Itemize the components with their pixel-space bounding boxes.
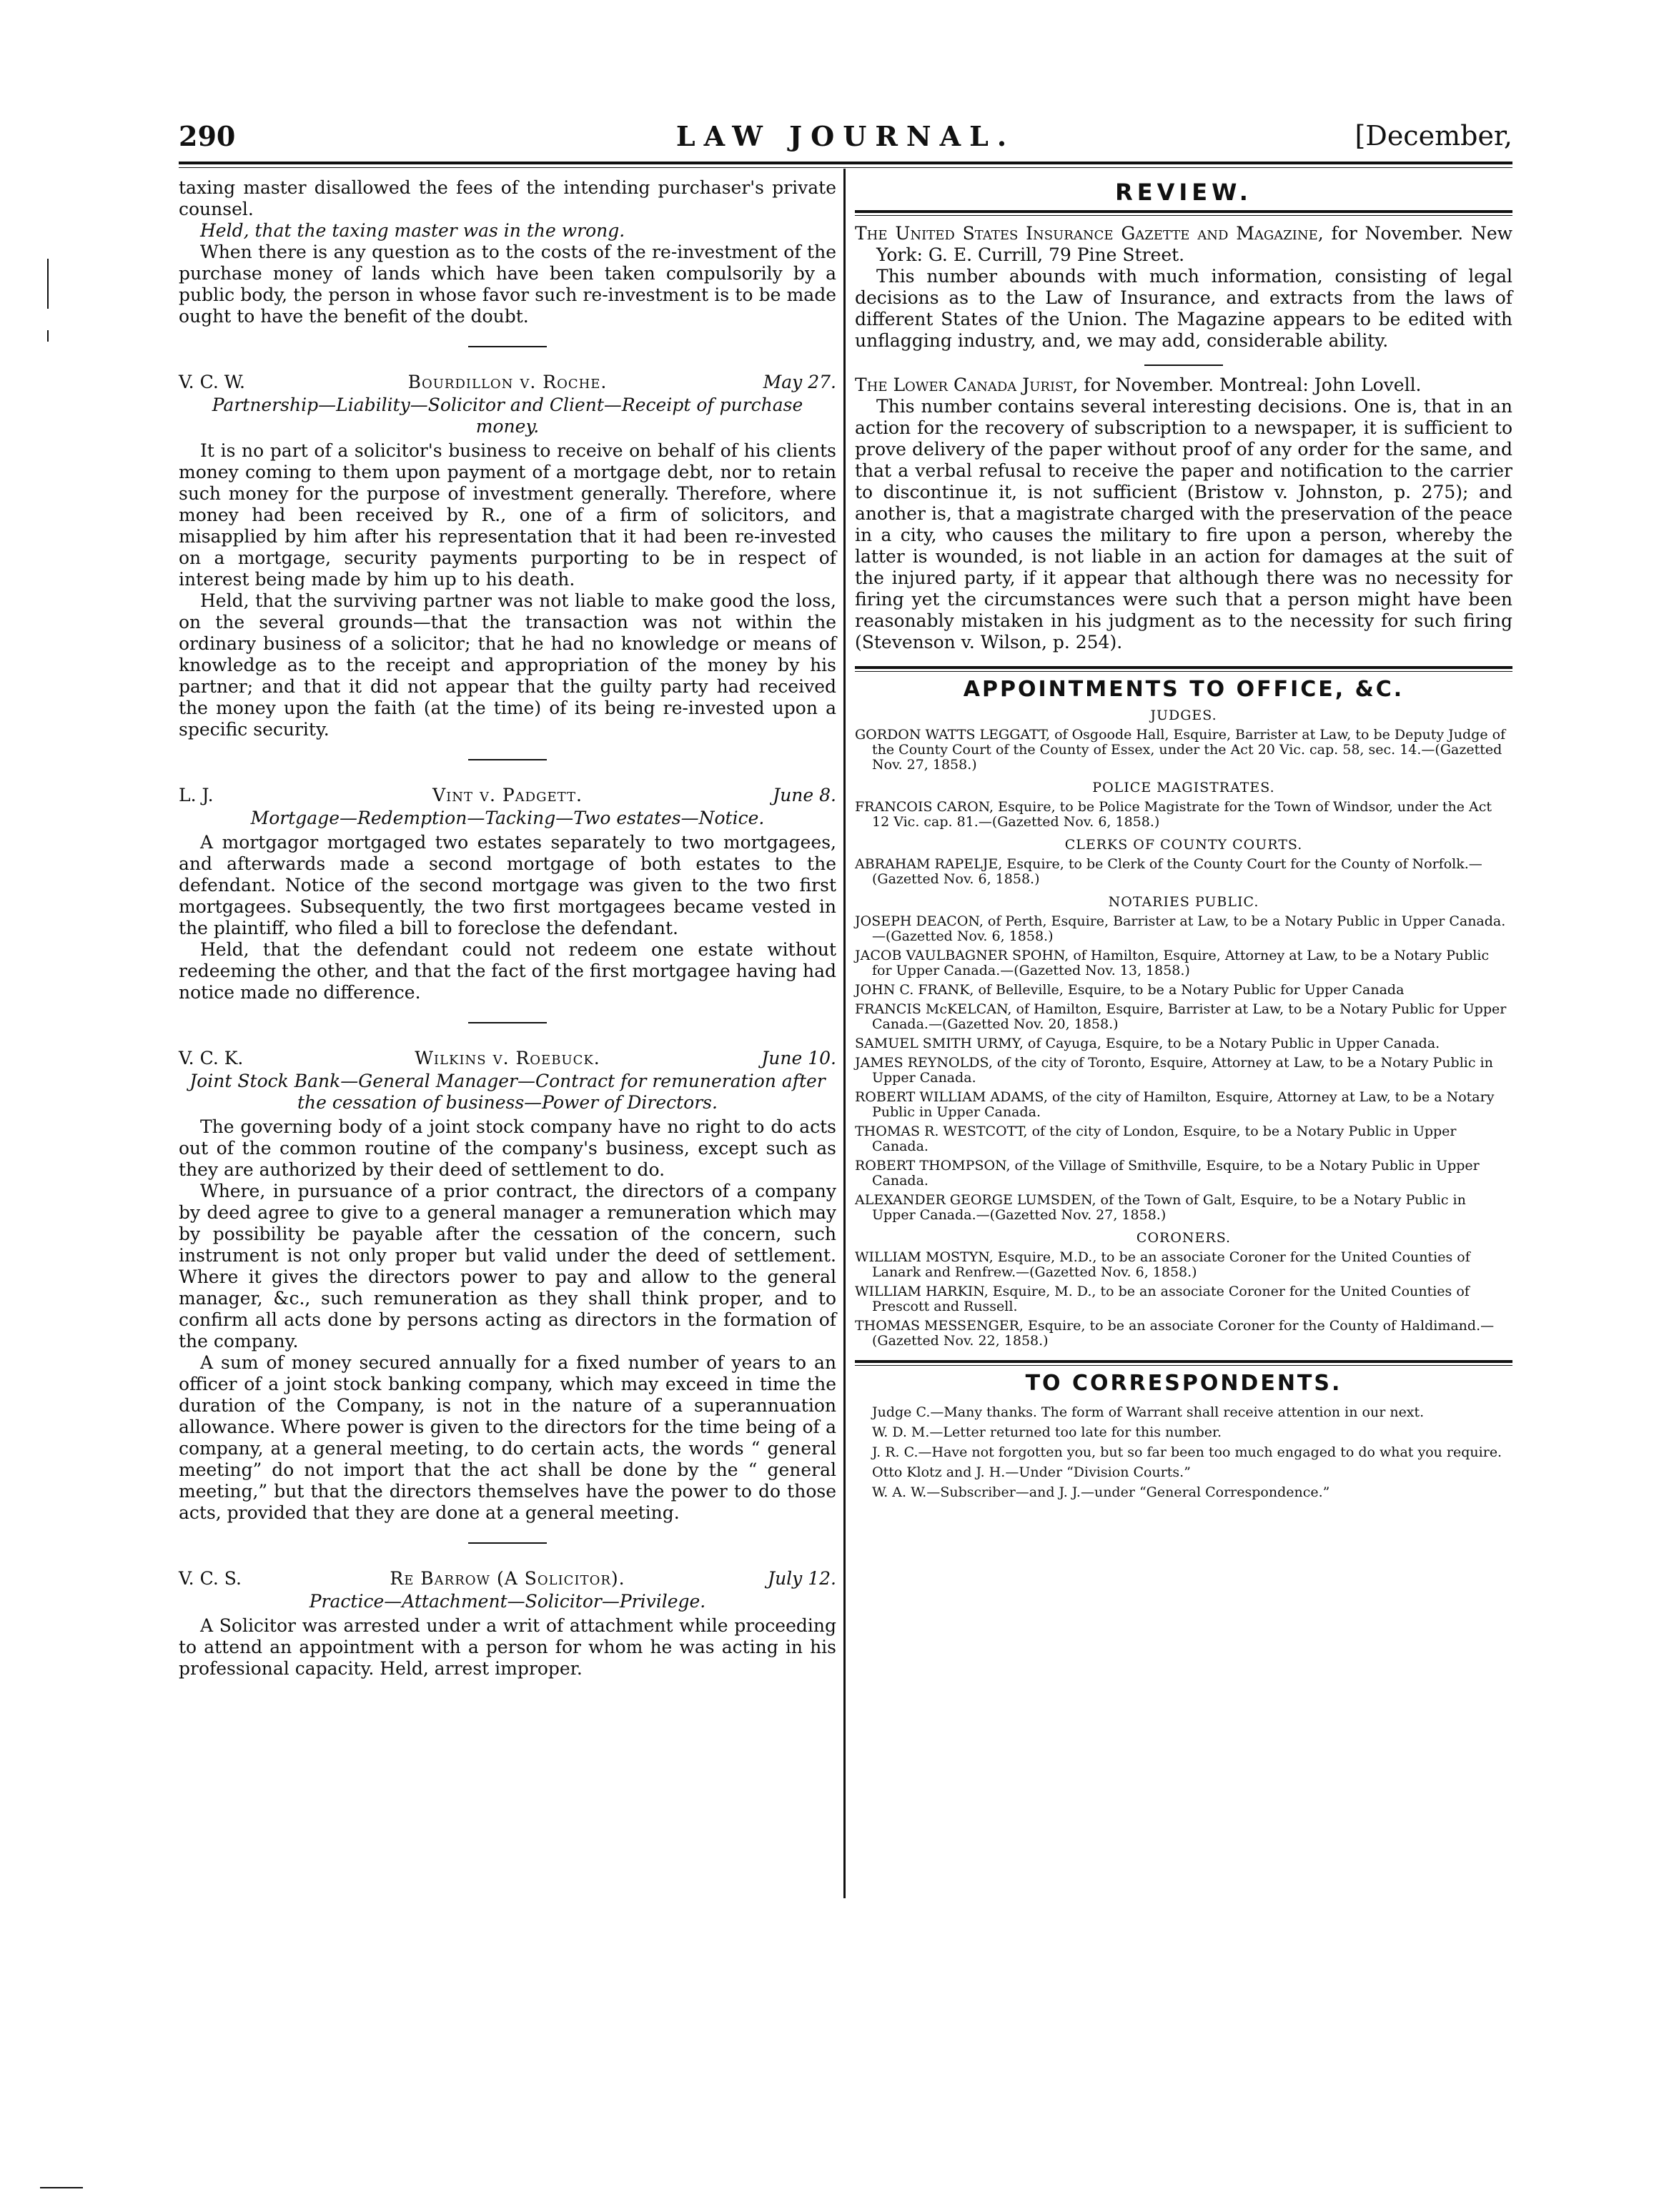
review-title: REVIEW.	[1115, 179, 1252, 206]
column-divider	[843, 169, 846, 1898]
review-heading	[855, 375, 1512, 396]
case-subject: Practice—Attachment—Solicitor—Privilege.	[309, 1591, 706, 1612]
case-paragraph: Held, that the defendant could not redeem one estate without redeeming the other, and that the fact of the first mortgagee having had notice made no difference.	[179, 939, 836, 1003]
case-date: June 8.	[773, 785, 836, 805]
appointments-title: APPOINTMENTS TO OFFICE, &C.	[963, 677, 1405, 702]
case-separator	[468, 759, 547, 760]
appointment-entry: ABRAHAM RAPELJE, Esquire, to be Clerk of the County Court for the County of Norfolk.—(Gazetted Nov. 6, 1858.)	[855, 856, 1482, 887]
margin-mark	[47, 259, 49, 309]
intro-paragraph: When there is any question as to the costs of the re-investment of the purchase money of lands which have been taken compulsorily by a public body, the person in whose favor such re-investment is to be made ought to have the benefit of the doubt.	[179, 242, 836, 327]
case-paragraph: Held, that the surviving partner was not liable to make good the loss, on the several grounds—that the transaction was not within the ordinary business of a solicitor; that he had no knowledge or means of knowledge as to the receipt and appropriation of the money by his partner; and that it did not appear that the guilty party had received the money upon the faith (at the time) of its being re-invested upon a specific security.	[179, 590, 836, 740]
review-body: This number abounds with much information, consisting of legal decisions as to the Law of Insurance, and extracts from the laws of different States of the Union. The Magazine appears to be edited with unflagging industry, and, we may add, considerable ability.	[855, 266, 1512, 351]
issue-month: [December,	[1355, 120, 1512, 152]
appointment-entry: THOMAS R. WESTCOTT, of the city of London, Esquire, to be a Notary Public in Upper Canada.	[855, 1124, 1457, 1154]
review-details: for November. New York: G. E. Currill, 79 Pine Street.	[876, 223, 1513, 265]
case-name: Bourdillon v. Roche.	[407, 372, 608, 392]
appointment-entry: ALEXANDER GEORGE LUMSDEN, of the Town of Galt, Esquire, to be a Notary Public in Upper Canada.—(Gazetted Nov. 27, 1858.)	[855, 1192, 1466, 1223]
case-subject: Partnership—Liability—Solicitor and Client—Receipt of purchase money.	[212, 395, 803, 437]
case-separator	[468, 1022, 547, 1023]
correspondent-note: W. A. W.—Subscriber—and J. J.—under “General Correspondence.”	[872, 1484, 1330, 1500]
section-rule	[855, 210, 1512, 216]
review-publication: The Lower Canada Jurist,	[855, 375, 1079, 395]
case-name: Re Barrow (A Solicitor).	[390, 1568, 625, 1589]
case-paragraph: It is no part of a solicitor's business to receive on behalf of his clients money coming to them upon payment of a mortgage debt, nor to retain such money for the purpose of investment generally. Therefore, where money had been received by R., one of a firm of solicitors, and misapplied by him after his representation that it had been re-invested on a mortgage, security payments purporting to be in respect of interest being made by him up to his death.	[179, 440, 836, 590]
appointment-entry: WILLIAM MOSTYN, Esquire, M.D., to be an associate Coroner for the United Counties of Lanark and Renfrew.—(Gazetted Nov. 6, 1858.)	[855, 1249, 1470, 1280]
appointment-entry: FRANCIS McKELCAN, of Hamilton, Esquire, Barrister at Law, to be a Notary Public for Upper Canada.—(Gazetted Nov. 20, 1858.)	[855, 1001, 1507, 1032]
page-number: 290	[179, 120, 236, 152]
intro-holding: Held, that the taxing master was in the wrong.	[200, 220, 625, 241]
case-paragraph: A Solicitor was arrested under a writ of attachment while proceeding to attend an appointment with a person for whom he was acting in his professional capacity. Held, arrest improper.	[179, 1615, 836, 1679]
case-subject: Mortgage—Redemption—Tacking—Two estates—Notice.	[250, 808, 765, 828]
case-heading	[179, 785, 836, 808]
correspondent-note: W. D. M.—Letter returned too late for this number.	[872, 1424, 1222, 1440]
appointments-subheading: CLERKS OF COUNTY COURTS.	[1064, 837, 1303, 853]
appointment-entry: SAMUEL SMITH URMY, of Cayuga, Esquire, to be a Notary Public in Upper Canada.	[855, 1036, 1440, 1051]
case-heading	[179, 1048, 836, 1071]
case-subject: Joint Stock Bank—General Manager—Contract for remuneration after the cessation of business—Power of Directors.	[189, 1071, 826, 1113]
case-court: V. C. W.	[179, 372, 245, 392]
case-paragraph: The governing body of a joint stock company have no right to do acts out of the common routine of the company's business, except such as they are authorized by their deed of settlement to do.	[179, 1116, 836, 1180]
case-heading	[179, 1568, 836, 1591]
appointment-entry: ROBERT THOMPSON, of the Village of Smithville, Esquire, to be a Notary Public in Upper Canada.	[855, 1158, 1480, 1189]
case-heading	[179, 372, 836, 395]
appointments-subheading: NOTARIES PUBLIC.	[1108, 894, 1259, 910]
section-rule	[855, 1360, 1512, 1366]
case-separator	[468, 346, 547, 347]
case-paragraph: A sum of money secured annually for a fixed number of years to an officer of a joint stock banking company, which may exceed in time the duration of the Company, is not in the nature of a superannuation allowance. Where power is given to the directors for the time being of a company, at a general meeting, to do certain acts, the words “ general meeting” do not import that the act shall be done by the “ general meeting,” but that the directors themselves have the power to do those acts, provided that they are done at a general meeting.	[179, 1352, 836, 1523]
section-rule	[855, 666, 1512, 672]
appointment-entry: FRANCOIS CARON, Esquire, to be Police Magistrate for the Town of Windsor, under the Act 12 Vic. cap. 81.—(Gazetted Nov. 6, 1858.)	[855, 799, 1492, 830]
case-date: May 27.	[763, 372, 836, 392]
review-details: for November. Montreal: John Lovell.	[1084, 375, 1422, 395]
appointments-subheading: POLICE MAGISTRATES.	[1092, 780, 1275, 795]
correspondents-title: TO CORRESPONDENTS.	[1025, 1371, 1342, 1396]
case-paragraph: A mortgagor mortgaged two estates separately to two mortgagees, and afterwards made a second mortgage of both estates to the defendant. Notice of the second mortgage was given to the two first mortgagees. Subsequently, the two first mortgagees became vested in the plaintiff, who filed a bill to foreclose the defendant.	[179, 832, 836, 938]
appointment-entry: THOMAS MESSENGER, Esquire, to be an associate Coroner for the County of Haldimand.—(Gazetted Nov. 22, 1858.)	[855, 1318, 1495, 1349]
correspondent-note: Otto Klotz and J. H.—Under “Division Courts.”	[872, 1464, 1191, 1480]
right-column	[855, 177, 1512, 1504]
review-separator	[1144, 364, 1223, 366]
case-date: June 10.	[761, 1048, 836, 1068]
correspondent-note: J. R. C.—Have not forgotten you, but so far been too much engaged to do what you require.	[872, 1444, 1502, 1460]
case-name: Wilkins v. Roebuck.	[415, 1048, 600, 1068]
margin-mark	[40, 2187, 83, 2188]
appointments-subheading: CORONERS.	[1136, 1230, 1232, 1246]
appointment-entry: JACOB VAULBAGNER SPOHN, of Hamilton, Esquire, Attorney at Law, to be a Notary Public for Upper Canada.—(Gazetted Nov. 13, 1858.)	[855, 948, 1490, 978]
case-paragraph: Where, in pursuance of a prior contract, the directors of a company by deed agree to give to a general manager a remuneration which may by possibility be payable after the cessation of the concern, such instrument is not only proper but valid under the deed of settlement. Where it gives the directors power to pay and allow to the general manager, &c., such remuneration as they shall think proper, and to confirm all acts done by persons acting as directors in the formation of the company.	[179, 1181, 836, 1351]
running-header	[179, 120, 1512, 160]
review-heading	[855, 223, 1512, 266]
appointment-entry: JOHN C. FRANK, of Belleville, Esquire, to be a Notary Public for Upper Canada	[855, 982, 1405, 998]
header-rule	[179, 162, 1512, 168]
review-body: This number contains several interesting decisions. One is, that in an action for the recovery of subscription to a newspaper, it is sufficient to prove delivery of the paper without proof of any order for the same, and that a verbal refusal to receive the paper and notification to the carrier to discontinue it, is not sufficient (Bristow v. Johnston, p. 275); and another is, that a magistrate charged with the preservation of the peace in a city, who causes the military to fire upon a person, whereby the latter is wounded, is not liable in an action for damages at the suit of the injured party, if it appear that although there was no necessity for firing yet the circumstances were such that a person might have been reasonably mistaken in his judgment as to the necessity for such firing (Stevenson v. Wilson, p. 254).	[855, 396, 1512, 653]
left-column	[179, 177, 836, 1680]
appointment-entry: ROBERT WILLIAM ADAMS, of the city of Hamilton, Esquire, Attorney at Law, to be a Notary Public in Upper Canada.	[855, 1089, 1495, 1120]
case-court: L. J.	[179, 785, 214, 805]
case-separator	[468, 1542, 547, 1544]
journal-title: LAW JOURNAL.	[675, 120, 1016, 152]
margin-mark	[47, 330, 49, 342]
case-name: Vint v. Padgett.	[432, 785, 583, 805]
appointment-entry: JAMES REYNOLDS, of the city of Toronto, Esquire, Attorney at Law, to be a Notary Public in Upper Canada.	[855, 1055, 1493, 1086]
review-publication: The United States Insurance Gazette and Magazine,	[855, 223, 1324, 244]
case-court: V. C. K.	[179, 1048, 244, 1068]
appointment-entry: JOSEPH DEACON, of Perth, Esquire, Barrister at Law, to be a Notary Public in Upper Canada.—(Gazetted Nov. 6, 1858.)	[855, 913, 1506, 944]
case-date: July 12.	[768, 1568, 836, 1589]
intro-paragraph: taxing master disallowed the fees of the intending purchaser's private counsel.	[179, 177, 836, 219]
correspondent-note: Judge C.—Many thanks. The form of Warrant shall receive attention in our next.	[872, 1404, 1425, 1420]
appointment-entry: GORDON WATTS LEGGATT, of Osgoode Hall, Esquire, Barrister at Law, to be Deputy Judge of the County Court of the County of Essex, under the Act 20 Vic. cap. 58, sec. 14.—(Gazetted Nov. 27, 1858.)	[855, 727, 1506, 773]
appointments-subheading: JUDGES.	[1150, 708, 1217, 723]
appointment-entry: WILLIAM HARKIN, Esquire, M. D., to be an associate Coroner for the United Counties of Prescott and Russell.	[855, 1284, 1470, 1314]
case-court: V. C. S.	[179, 1568, 242, 1589]
